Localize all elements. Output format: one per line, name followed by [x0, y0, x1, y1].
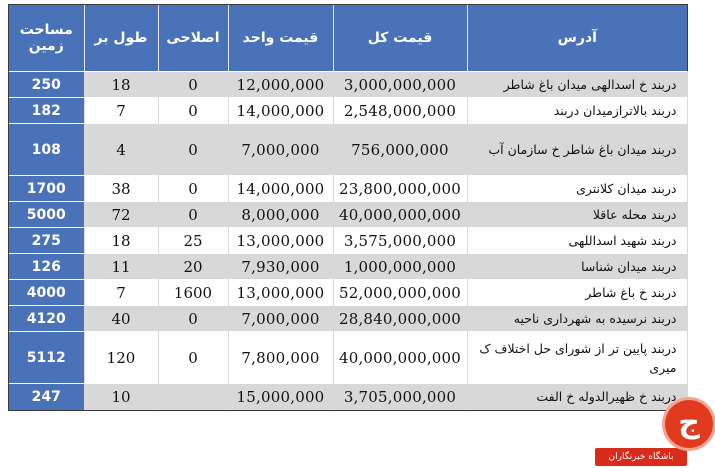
cell-address: دربند پایین تر از شورای حل اختلاف ک میری — [467, 332, 687, 384]
table-row — [9, 306, 687, 332]
cell-total-price: 2,548,000,000 — [333, 98, 467, 124]
cell-address: دربند شهید اسداللهی — [467, 228, 687, 254]
cell-address: دربند نرسیده به شهرداری ناحیه — [467, 306, 687, 332]
table-header-row — [9, 5, 687, 72]
table-row — [9, 254, 687, 280]
ybc-logo-icon — [665, 400, 713, 448]
table-row — [9, 98, 687, 124]
cell-modification: 0 — [158, 72, 228, 98]
cell-land-area: 250 — [9, 72, 84, 98]
cell-unit-price: 8,000,000 — [228, 202, 333, 228]
price-table-container — [8, 4, 688, 411]
cell-address: دربند خ باغ شاطر — [467, 280, 687, 306]
header-address: آدرس — [467, 5, 687, 72]
cell-land-area: 182 — [9, 98, 84, 124]
cell-unit-price: 14,000,000 — [228, 176, 333, 202]
cell-total-price: 40,000,000,000 — [333, 202, 467, 228]
cell-total-price: 40,000,000,000 — [333, 332, 467, 384]
cell-unit-price: 7,930,000 — [228, 254, 333, 280]
cell-frontage: 120 — [84, 332, 158, 384]
cell-land-area: 126 — [9, 254, 84, 280]
cell-frontage: 4 — [84, 124, 158, 176]
table-row — [9, 228, 687, 254]
cell-address: دربند میدان شناسا — [467, 254, 687, 280]
watermark-label: باشگاه خبرنگاران — [595, 448, 687, 466]
cell-total-price: 3,000,000,000 — [333, 72, 467, 98]
cell-frontage: 18 — [84, 72, 158, 98]
land-price-table — [9, 5, 688, 410]
cell-modification: 0 — [158, 332, 228, 384]
cell-unit-price: 12,000,000 — [228, 72, 333, 98]
cell-modification: 0 — [158, 306, 228, 332]
table-row — [9, 280, 687, 306]
cell-unit-price: 7,800,000 — [228, 332, 333, 384]
cell-address: دربند خ ظهیرالدوله خ الفت — [467, 384, 687, 410]
cell-total-price: 756,000,000 — [333, 124, 467, 176]
cell-address: دربند میدان کلانتری — [467, 176, 687, 202]
cell-unit-price: 7,000,000 — [228, 124, 333, 176]
cell-land-area: 5112 — [9, 332, 84, 384]
table-row — [9, 72, 687, 98]
table-row — [9, 332, 687, 384]
cell-modification: 0 — [158, 124, 228, 176]
cell-land-area: 275 — [9, 228, 84, 254]
cell-modification — [158, 384, 228, 410]
header-unit-price: قیمت واحد — [228, 5, 333, 72]
header-frontage: طول بر — [84, 5, 158, 72]
cell-total-price: 3,575,000,000 — [333, 228, 467, 254]
cell-frontage: 10 — [84, 384, 158, 410]
cell-land-area: 247 — [9, 384, 84, 410]
cell-frontage: 72 — [84, 202, 158, 228]
table-row — [9, 176, 687, 202]
header-land-area: مساحت زمین — [9, 5, 84, 72]
cell-land-area: 1700 — [9, 176, 84, 202]
cell-total-price: 1,000,000,000 — [333, 254, 467, 280]
cell-land-area: 4000 — [9, 280, 84, 306]
header-modification: اصلاحی — [158, 5, 228, 72]
cell-modification: 1600 — [158, 280, 228, 306]
cell-land-area: 108 — [9, 124, 84, 176]
cell-address: دربند بالاترازمیدان دربند — [467, 98, 687, 124]
news-agency-watermark — [595, 398, 715, 468]
cell-unit-price: 13,000,000 — [228, 280, 333, 306]
cell-total-price: 52,000,000,000 — [333, 280, 467, 306]
cell-frontage: 40 — [84, 306, 158, 332]
cell-unit-price: 14,000,000 — [228, 98, 333, 124]
cell-total-price: 3,705,000,000 — [333, 384, 467, 410]
cell-frontage: 38 — [84, 176, 158, 202]
cell-address: دربند میدان باغ شاطر خ سازمان آب — [467, 124, 687, 176]
header-total-price: قیمت کل — [333, 5, 467, 72]
cell-modification: 25 — [158, 228, 228, 254]
cell-land-area: 4120 — [9, 306, 84, 332]
cell-total-price: 28,840,000,000 — [333, 306, 467, 332]
table-row — [9, 124, 687, 176]
cell-modification: 0 — [158, 176, 228, 202]
cell-frontage: 7 — [84, 280, 158, 306]
cell-unit-price: 15,000,000 — [228, 384, 333, 410]
cell-total-price: 23,800,000,000 — [333, 176, 467, 202]
cell-frontage: 7 — [84, 98, 158, 124]
logo-letter: ج — [678, 405, 700, 440]
cell-modification: 0 — [158, 98, 228, 124]
table-row — [9, 384, 687, 410]
cell-land-area: 5000 — [9, 202, 84, 228]
cell-address: دربند محله عاقلا — [467, 202, 687, 228]
cell-frontage: 18 — [84, 228, 158, 254]
table-row — [9, 202, 687, 228]
cell-modification: 0 — [158, 202, 228, 228]
cell-address: دربند خ اسدالهی میدان باغ شاطر — [467, 72, 687, 98]
cell-frontage: 11 — [84, 254, 158, 280]
cell-unit-price: 7,000,000 — [228, 306, 333, 332]
cell-modification: 20 — [158, 254, 228, 280]
cell-unit-price: 13,000,000 — [228, 228, 333, 254]
